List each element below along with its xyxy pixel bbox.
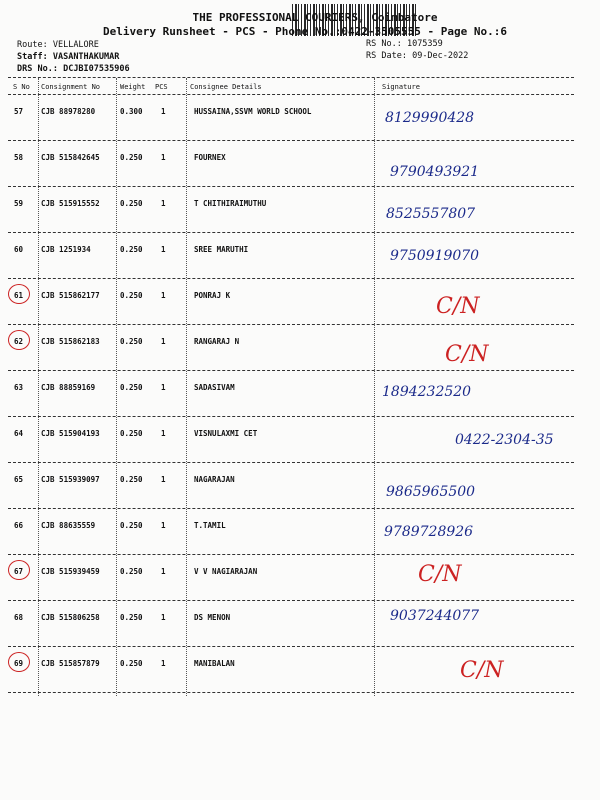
row-sno: 59 (14, 199, 24, 208)
row-consignment-no: CJB 88978280 (41, 107, 96, 116)
col-sno: S No (13, 83, 30, 91)
row-consignee: T.TAMIL (194, 521, 226, 530)
staff-value: VASANTHAKUMAR (52, 52, 120, 62)
row-sno: 61 (14, 291, 24, 300)
row-sno: 65 (14, 475, 24, 484)
row-sno: 68 (14, 613, 24, 622)
table-row (0, 234, 600, 280)
serial-circle-mark (8, 284, 30, 304)
row-consignee: RANGARAJ N (194, 337, 240, 346)
row-consignment-no: CJB 515915552 (41, 199, 100, 208)
row-weight: 0.250 (120, 429, 143, 438)
route-value: VELLALORE (52, 40, 99, 50)
row-sno: 67 (14, 567, 24, 576)
handwritten-signature: C/N (460, 658, 504, 683)
header-bottom-rule (8, 94, 574, 95)
row-separator (8, 416, 574, 417)
row-separator (8, 508, 574, 509)
row-consignee: PONRAJ K (194, 291, 231, 300)
col-pcs: PCS (155, 83, 168, 91)
rs-no-line (366, 39, 443, 49)
col-signature: Signature (382, 83, 420, 91)
handwritten-signature: 0422-2304-35 (455, 432, 554, 448)
row-consignee: FOURNEX (194, 153, 226, 162)
row-separator (8, 324, 574, 325)
row-weight: 0.250 (120, 567, 143, 576)
rs-date-value: 09-Dec-2022 (412, 51, 469, 61)
row-weight: 0.250 (120, 153, 143, 162)
row-sno: 62 (14, 337, 24, 346)
row-separator (8, 462, 574, 463)
row-pcs: 1 (161, 475, 166, 484)
row-consignee: SREE MARUTHI (194, 245, 249, 254)
row-separator (8, 278, 574, 279)
drs-label: DRS No.: (17, 64, 58, 74)
row-weight: 0.250 (120, 613, 143, 622)
row-weight: 0.300 (120, 107, 143, 116)
row-consignee: NAGARAJAN (194, 475, 235, 484)
row-pcs: 1 (161, 291, 166, 300)
serial-circle-mark (8, 560, 30, 580)
handwritten-signature: 9790493921 (390, 164, 480, 180)
row-pcs: 1 (161, 153, 166, 162)
row-consignee: MANIBALAN (194, 659, 235, 668)
row-pcs: 1 (161, 429, 166, 438)
table-row (0, 188, 600, 234)
row-consignee: V V NAGIARAJAN (194, 567, 258, 576)
handwritten-signature: 8129990428 (385, 110, 475, 126)
row-separator (8, 692, 574, 693)
row-pcs: 1 (161, 107, 166, 116)
table-row (0, 602, 600, 648)
row-consignee: HUSSAINA,SSVM WORLD SCHOOL (194, 107, 312, 116)
row-sno: 69 (14, 659, 24, 668)
row-weight: 0.250 (120, 521, 143, 530)
row-sno: 58 (14, 153, 24, 162)
table-row (0, 96, 600, 142)
row-weight: 0.250 (120, 291, 143, 300)
row-weight: 0.250 (120, 245, 143, 254)
row-separator (8, 370, 574, 371)
table-row (0, 418, 600, 464)
row-pcs: 1 (161, 659, 166, 668)
row-separator (8, 140, 574, 141)
row-separator (8, 646, 574, 647)
handwritten-signature: 9789728926 (384, 524, 474, 540)
row-separator (8, 232, 574, 233)
table-row (0, 510, 600, 556)
handwritten-signature: 8525557807 (386, 206, 476, 222)
route-label: Route: (17, 40, 48, 50)
drs-value: DCJBI07535906 (63, 64, 130, 74)
staff-label: Staff: (17, 52, 48, 62)
row-weight: 0.250 (120, 383, 143, 392)
header-top-rule (8, 77, 574, 78)
row-consignee: DS MENON (194, 613, 231, 622)
col-weight: Weight (120, 83, 146, 91)
table-row (0, 464, 600, 510)
handwritten-signature: C/N (436, 294, 480, 319)
row-weight: 0.250 (120, 199, 143, 208)
row-pcs: 1 (161, 567, 166, 576)
table-row (0, 372, 600, 418)
handwritten-signature: 1894232520 (382, 384, 472, 400)
table-row (0, 280, 600, 326)
handwritten-signature: 9865965500 (386, 484, 476, 500)
serial-circle-mark (8, 652, 30, 672)
col-consignee: Consignee Details (190, 83, 262, 91)
row-sno: 60 (14, 245, 24, 254)
handwritten-signature: 9037244077 (390, 608, 480, 624)
handwritten-signature: C/N (445, 342, 489, 367)
handwritten-signature: C/N (418, 562, 462, 587)
row-weight: 0.250 (120, 659, 143, 668)
row-consignee: T CHITHIRAIMUTHU (194, 199, 267, 208)
company-title: THE PROFESSIONAL COURIERS, Coimbatore (192, 11, 438, 24)
row-sno: 63 (14, 383, 24, 392)
row-consignment-no: CJB 1251934 (41, 245, 91, 254)
row-separator (8, 600, 574, 601)
rs-date-label: RS Date: (366, 51, 407, 61)
row-consignee: VISNULAXMI CET (194, 429, 258, 438)
row-weight: 0.250 (120, 337, 143, 346)
row-weight: 0.250 (120, 475, 143, 484)
runsheet-title: Delivery Runsheet - PCS - Phone No.:0422-3505555 - Page No.:6 (103, 25, 507, 38)
row-pcs: 1 (161, 199, 166, 208)
col-consignment: Consignment No (41, 83, 101, 91)
row-pcs: 1 (161, 245, 166, 254)
row-consignment-no: CJB 515857879 (41, 659, 100, 668)
row-pcs: 1 (161, 383, 166, 392)
row-consignment-no: CJB 88859169 (41, 383, 96, 392)
row-consignment-no: CJB 515862183 (41, 337, 100, 346)
row-consignee: SADASIVAM (194, 383, 235, 392)
drs-line (17, 64, 130, 74)
table-row (0, 556, 600, 602)
row-consignment-no: CJB 515939097 (41, 475, 100, 484)
row-consignment-no: CJB 515904193 (41, 429, 100, 438)
table-row (0, 142, 600, 188)
row-sno: 64 (14, 429, 24, 438)
serial-circle-mark (8, 330, 30, 350)
row-pcs: 1 (161, 613, 166, 622)
rs-no-value: 1075359 (406, 39, 443, 49)
row-sno: 66 (14, 521, 24, 530)
row-consignment-no: CJB 515842645 (41, 153, 100, 162)
row-separator (8, 554, 574, 555)
table-row (0, 648, 600, 694)
row-consignment-no: CJB 515939459 (41, 567, 100, 576)
row-pcs: 1 (161, 521, 166, 530)
table-row (0, 326, 600, 372)
route-line (17, 40, 99, 50)
staff-line (17, 52, 119, 62)
row-consignment-no: CJB 515806258 (41, 613, 100, 622)
handwritten-signature: 9750919070 (390, 248, 480, 264)
row-pcs: 1 (161, 337, 166, 346)
row-consignment-no: CJB 88635559 (41, 521, 96, 530)
row-sno: 57 (14, 107, 24, 116)
row-consignment-no: CJB 515862177 (41, 291, 100, 300)
rs-date-line (366, 51, 468, 61)
row-separator (8, 186, 574, 187)
rs-no-label: RS No.: (366, 39, 402, 49)
